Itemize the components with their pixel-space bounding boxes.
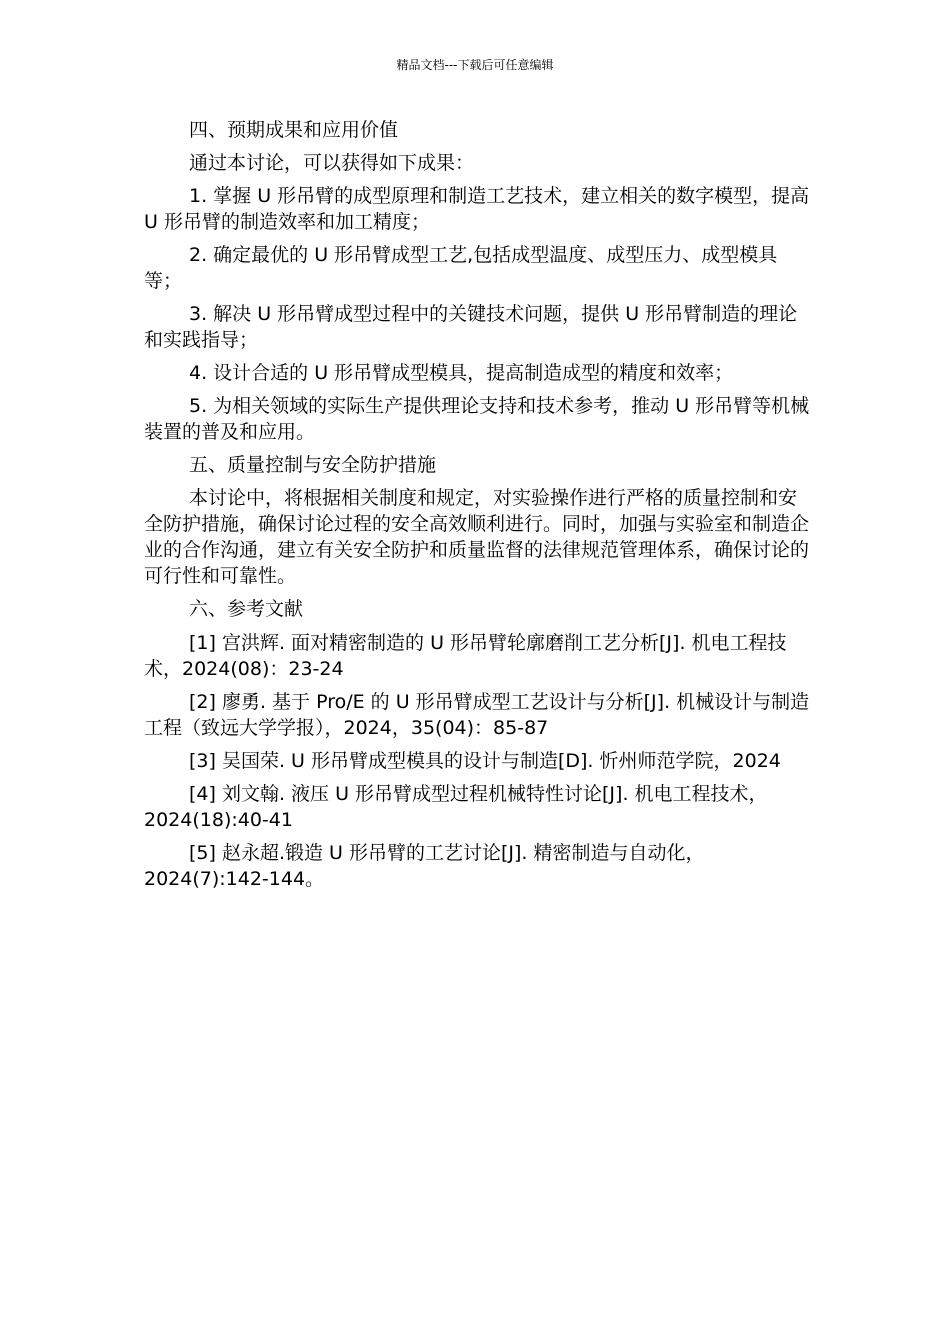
result-item-4: 4. 设计合适的 U 形吊臂成型模具，提高制造成型的精度和效率； <box>189 362 734 384</box>
section-heading-quality-control: 五、质量控制与安全防护措施 <box>189 454 437 476</box>
results-intro: 通过本讨论，可以获得如下成果： <box>189 152 475 174</box>
quality-control-body: 本讨论中，将根据相关制度和规定，对实验操作进行严格的质量控制和安全防护措施，确保讨论过程的安全高效顺利进行。同时，加强与实验室和制造企业的合作沟通，建立有关安全防护和质量监督的法律规范管理体系，确保讨论的可行性和可靠性。 <box>144 487 810 587</box>
reference-2: [2] 廖勇. 基于 Pro/E 的 U 形吊臂成型工艺设计与分析[J]. 机械设计与制造工程（致远大学学报），2024，35(04)：85-87 <box>144 691 810 739</box>
result-item-3: 3. 解决 U 形吊臂成型过程中的关键技术问题，提供 U 形吊臂制造的理论和实践指导； <box>144 303 798 351</box>
page-header: 精品文档---下载后可任意编辑 <box>396 58 554 72</box>
reference-4: [4] 刘文翰. 液压 U 形吊臂成型过程机械特性讨论[J]. 机电工程技术，2024(18):40-41 <box>144 783 768 831</box>
result-item-5: 5. 为相关领域的实际生产提供理论支持和技术参考，推动 U 形吊臂等机械装置的普及和应用。 <box>144 395 810 443</box>
document-body <box>144 117 810 899</box>
reference-1: [1] 宫洪辉. 面对精密制造的 U 形吊臂轮廓磨削工艺分析[J]. 机电工程技术，2024(08)：23-24 <box>144 632 787 680</box>
result-item-1: 1. 掌握 U 形吊臂的成型原理和制造工艺技术，建立相关的数字模型，提高 U 形吊臂的制造效率和加工精度； <box>144 185 810 233</box>
result-item-2: 2. 确定最优的 U 形吊臂成型工艺,包括成型温度、成型压力、成型模具等； <box>144 244 778 292</box>
section-heading-expected-results: 四、预期成果和应用价值 <box>189 119 399 141</box>
section-heading-references: 六、参考文献 <box>189 598 304 620</box>
reference-3: [3] 吴国荣. U 形吊臂成型模具的设计与制造[D]. 忻州师范学院，2024 <box>189 750 781 772</box>
reference-5: [5] 赵永超.锻造 U 形吊臂的工艺讨论[J]. 精密制造与自动化，2024(7):142-144。 <box>144 842 705 890</box>
